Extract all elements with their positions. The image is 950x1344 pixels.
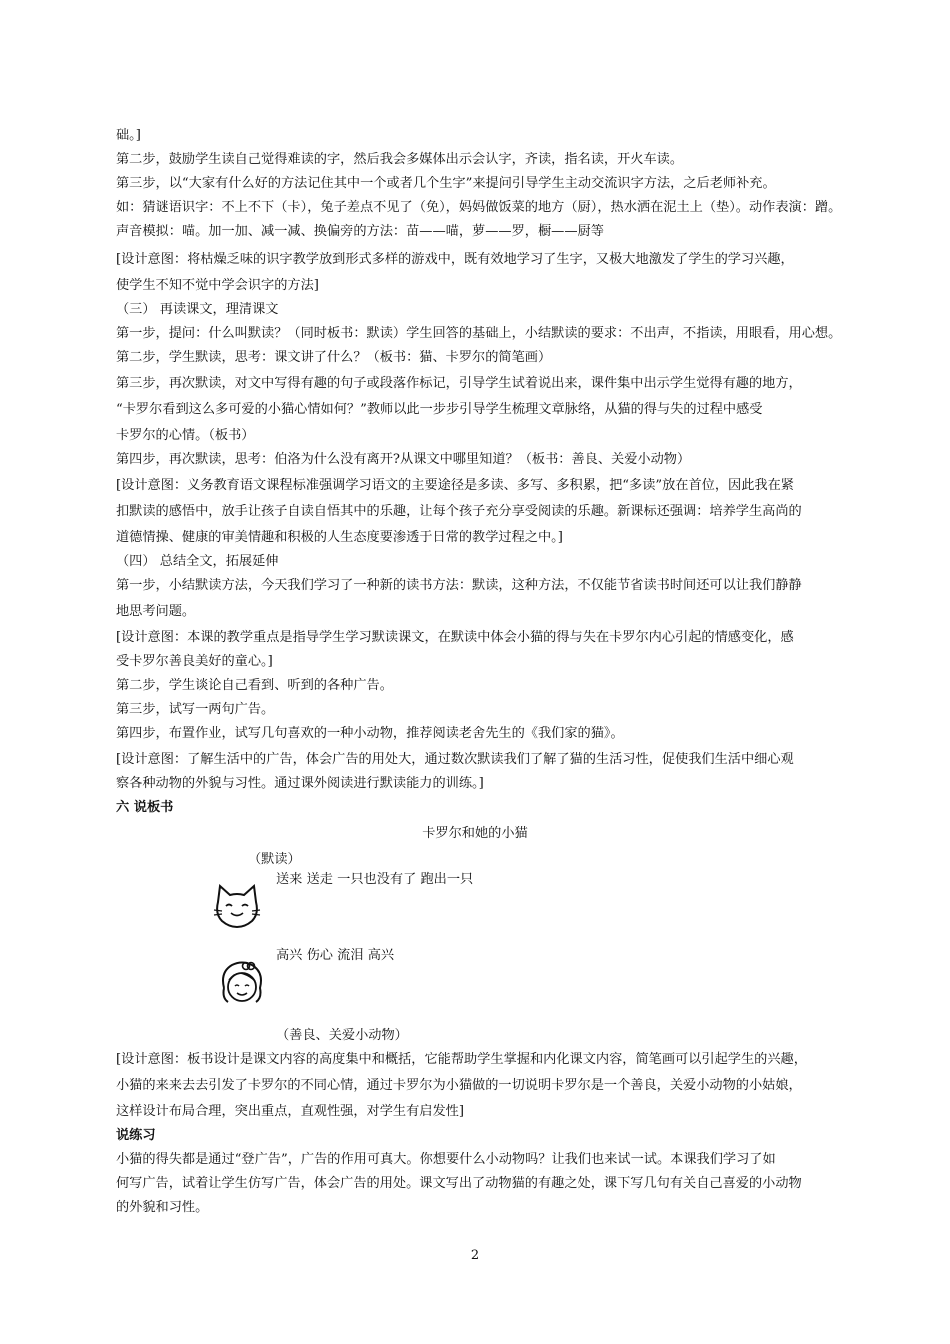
paragraph-line: 这样设计布局合理，突出重点，直观性强，对学生有启发性] bbox=[116, 1104, 465, 1119]
paragraph-line: [设计意图：了解生活中的广告，体会广告的用处大，通过数次默读我们了解了猫的生活习性，促使我们生活中细心观 bbox=[116, 752, 794, 767]
paragraph-line: 第三步，以“大家有什么好的方法记住其中一个或者几个生字”来提问引导学生主动交流识字方法，之后老师补充。 bbox=[116, 176, 776, 191]
paragraph-line: 卡罗尔的心情。（板书） bbox=[116, 428, 255, 443]
paragraph-line: 小猫的得失都是通过“登广告”，广告的作用可真大。你想要什么小动物吗？让我们也来试一试。本课我们学习了如 bbox=[116, 1152, 776, 1167]
paragraph-line: 第三步，试写一两句广告。 bbox=[116, 702, 275, 717]
paragraph-line: 第一步，小结默读方法，今天我们学习了一种新的读书方法：默读，这种方法，不仅能节省读书时间还可以让我们静静 bbox=[116, 578, 802, 593]
section-heading-practice: 说练习 bbox=[116, 1128, 156, 1143]
paragraph-line: 小猫的来来去去引发了卡罗尔的不同心情，通过卡罗尔为小猫做的一切说明卡罗尔是一个善良，关爱小动物的小姑娘， bbox=[116, 1078, 802, 1093]
girl-face-icon bbox=[216, 958, 268, 1006]
paragraph-line: [设计意图：板书设计是课文内容的高度集中和概括，它能帮助学生掌握和内化课文内容，简笔画可以引起学生的兴趣， bbox=[116, 1052, 807, 1067]
paragraph-line: “卡罗尔看到这么多可爱的小猫心情如何？”教师以此一步步引导学生梳理文章脉络，从猫的得与失的过程中感受 bbox=[116, 402, 763, 417]
board-title: 卡罗尔和她的小猫 bbox=[422, 826, 528, 841]
paragraph-line: 道德情操、健康的审美情趣和积极的人生态度要渗透于日常的教学过程之中。] bbox=[116, 530, 563, 545]
paragraph-line: [设计意图：将枯燥乏味的识字教学放到形式多样的游戏中，既有效地学习了生字，又极大地激发了学生的学习兴趣， bbox=[116, 252, 794, 267]
paragraph-line: 何写广告，试着让学生仿写广告，体会广告的用处。课文写出了动物猫的有趣之处，课下写几句有关自己喜爱的小动物 bbox=[116, 1176, 802, 1191]
subsection-heading: （三） 再读课文，理清课文 bbox=[116, 302, 279, 317]
paragraph-line: [设计意图：义务教育语文课程标准强调学习语文的主要途径是多读、多写、多积累，把“多读”放在首位，因此我在紧 bbox=[116, 478, 794, 493]
paragraph-line: 第二步，鼓励学生读自己觉得难读的字，然后我会多媒体出示会认字，齐读，指名读，开火车读。 bbox=[116, 152, 684, 167]
board-note-silent-reading: （默读） bbox=[248, 852, 301, 867]
paragraph-line: 第一步，提问：什么叫默读？（同时板书：默读）学生回答的基础上，小结默读的要求：不出声，不指读，用眼看，用心想。 bbox=[116, 326, 842, 341]
paragraph-line: 第四步，布置作业，试写几句喜欢的一种小动物，推荐阅读老舍先生的《我们家的猫》。 bbox=[116, 726, 624, 741]
board-note-kindness: （善良、关爱小动物） bbox=[276, 1028, 408, 1043]
paragraph-line: [设计意图：本课的教学重点是指导学生学习默读课文，在默读中体会小猫的得与失在卡罗尔内心引起的情感变化，感 bbox=[116, 630, 794, 645]
paragraph-line: 第四步，再次默读，思考：伯洛为什么没有离开?从课文中哪里知道？（板书：善良、关爱小动物） bbox=[116, 452, 691, 467]
paragraph-line: 地思考问题。 bbox=[116, 604, 196, 619]
paragraph-line: 如：猜谜语识字：不上不下（卡），兔子差点不见了（免），妈妈做饭菜的地方（厨），热水洒在泥土上（垫）。动作表演：蹭。 bbox=[116, 200, 842, 215]
board-row-feelings: 高兴 伤心 流泪 高兴 bbox=[276, 948, 395, 963]
paragraph-line: 第二步，学生默读，思考：课文讲了什么？（板书：猫、卡罗尔的简笔画） bbox=[116, 350, 552, 365]
section-heading-board: 六 说板书 bbox=[116, 800, 174, 815]
paragraph-line: 受卡罗尔善良美好的童心。] bbox=[116, 654, 273, 669]
subsection-heading: （四） 总结全文，拓展延伸 bbox=[116, 554, 279, 569]
paragraph-line: 声音模拟：喵。加一加、减一减、换偏旁的方法：苗——喵，萝——罗，橱——厨等 bbox=[116, 224, 604, 239]
paragraph-line: 察各种动物的外貌与习性。通过课外阅读进行默读能力的训练。] bbox=[116, 776, 484, 791]
paragraph-line: 扣默读的感悟中，放手让孩子自读自悟其中的乐趣，让每个孩子充分享受阅读的乐趣。新课标还强调：培养学生高尚的 bbox=[116, 504, 802, 519]
board-row-events: 送来 送走 一只也没有了 跑出一只 bbox=[276, 872, 474, 887]
paragraph-line: 础。] bbox=[116, 128, 141, 143]
paragraph-line: 使学生不知不觉中学会识字的方法] bbox=[116, 278, 319, 293]
paragraph-line: 第三步，再次默读，对文中写得有趣的句子或段落作标记，引导学生试着说出来，课件集中出示学生觉得有趣的地方， bbox=[116, 376, 802, 391]
paragraph-line: 的外貌和习性。 bbox=[116, 1200, 209, 1215]
page-number: 2 bbox=[470, 1248, 480, 1263]
cat-face-icon bbox=[212, 884, 262, 930]
paragraph-line: 第二步，学生谈论自己看到、听到的各种广告。 bbox=[116, 678, 393, 693]
